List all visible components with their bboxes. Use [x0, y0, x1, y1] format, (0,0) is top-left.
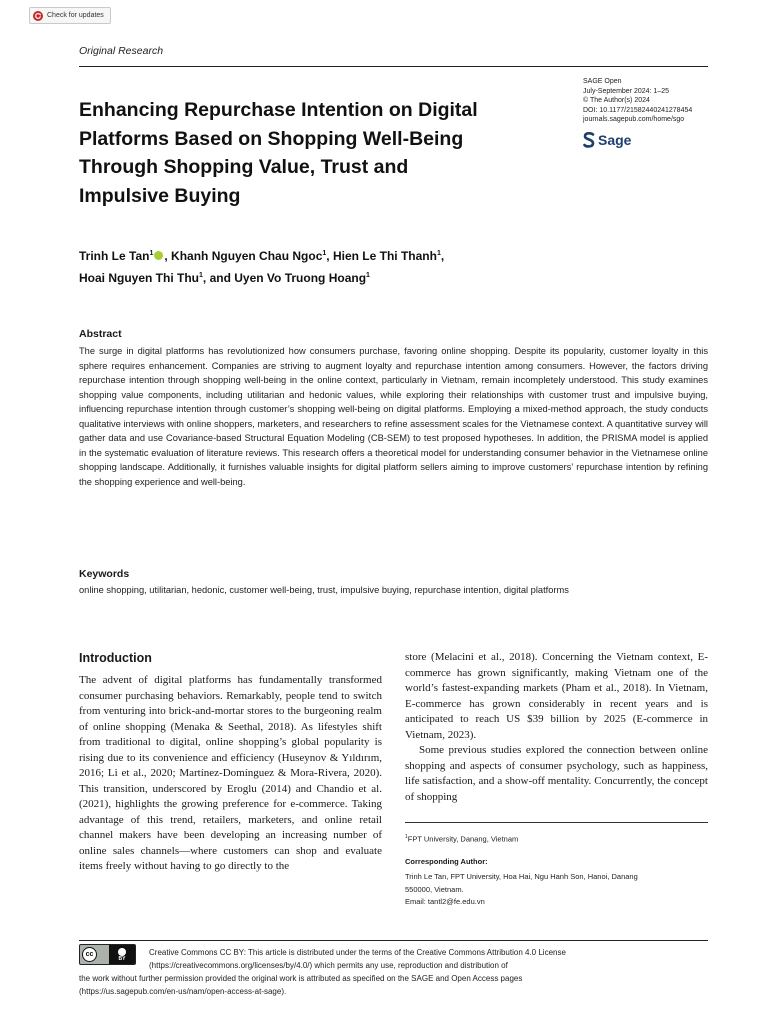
license-divider	[79, 940, 708, 941]
introduction-left-column: The advent of digital platforms has fundamentally transformed consumer purchasing behaviors. Remarkably, people tend to switch from venturing into brick-and-mortar stores to the burgeoning realm of online shopping (Menaka & Seethal, 2018). As lifestyles shift from traditional to digital, online shopping’s global popularity is rising due to its convenience and efficiency (Huseynov & Yıldırım, 2016; Li et al., 2020; Martínez-Domínguez & Mora-Rivera, 2020). This transition, underscored by Eroglu (2014) and Chandio et al. (2021), highlights the growing preference for e-commerce. Taking advantage of this trend, retailers, marketers, and online retail channel makers have been developing an increasing number of online sales channels—where customers can shop and evaluate items freely without having to go directly to the	[79, 674, 382, 872]
corresponding-author-details	[405, 871, 705, 909]
author-name[interactable]: Hien Le Thi Thanh	[332, 249, 437, 263]
license-link[interactable]: (https://creativecommons.org/licenses/by/4.0/) which permits any use, reproduction and distribution of	[149, 961, 508, 970]
license-text	[79, 946, 708, 998]
refresh-icon	[33, 11, 43, 21]
footnote-divider	[405, 822, 708, 823]
journal-name: SAGE Open	[583, 78, 622, 85]
abstract-heading: Abstract	[79, 328, 122, 340]
author-separator: ,	[326, 249, 333, 263]
author-name[interactable]: Khanh Nguyen Chau Ngoc	[171, 249, 323, 263]
author-separator: ,	[164, 249, 172, 263]
creative-commons-icon: cc	[82, 947, 97, 962]
license-line: Creative Commons CC BY: This article is distributed under the terms of the Creative Commons Attribution 4.0 License	[149, 948, 566, 957]
check-for-updates-button[interactable]	[29, 7, 111, 24]
check-for-updates-label: Check for updates	[47, 12, 104, 19]
corresponding-line: 550000, Vietnam.	[405, 884, 464, 894]
introduction-right-paragraph-2: Some previous studies explored the connection between online shopping and aspects of consumer psychology, such as happiness, life satisfaction, and a show-off mentality. Concurrently, the concept of shopping	[405, 744, 708, 803]
corresponding-email[interactable]: Email: tantl2@fe.edu.vn	[405, 897, 485, 906]
author-name[interactable]: Trinh Le Tan	[79, 249, 150, 263]
sage-logo	[583, 131, 631, 149]
journal-copyright: © The Author(s) 2024	[583, 97, 650, 105]
introduction-heading: Introduction	[79, 651, 152, 665]
author-affiliation-sup: 1	[366, 272, 370, 279]
author-list	[79, 244, 639, 288]
by-label: BY	[118, 955, 126, 962]
affiliation-footnote	[405, 834, 518, 844]
orcid-icon[interactable]	[154, 251, 163, 260]
journal-url[interactable]: journals.sagepub.com/home/sgo	[583, 116, 685, 124]
author-affiliation-sup: 1	[322, 250, 327, 257]
article-title: Enhancing Repurchase Intention on Digital Platforms Based on Shopping Well-Being Through Shopping Value, Trust and Impulsive Buying	[79, 99, 478, 207]
license-line: the work without further permission provided the original work is attributed as specified on the SAGE and Open Access pages	[79, 974, 523, 983]
abstract-text: The surge in digital platforms has revolutionized how consumers purchase, favoring online shopping. Despite its popularity, customer loyalty in this sphere requires enhancement. Companies are striving to augment loyalty and repurchase intention among consumers. However, the factors driving repurchase intention through shopping well-being in the online context, particularly in Vietnam, remain incompletely understood. This study examines shopping value components, including utilitarian and hedonic values, while exploring their relationships with customer trust and impulsive buying, influencing repurchase intention through customer’s shopping well-being on digital platforms. Employing a mixed-method approach, the study conducts qualitative interviews with online shoppers, marketers, and researchers to refine assessment scales for the Vietnamese context. A quantitative survey will gather data and use Covariance-based Structural Equation Modeling (CB-SEM) to test proposed hypotheses. In addition, the PRISMA model is applied in the systematic evaluation of literature reviews. This research offers a theoretical model for understanding consumer behavior in the Vietnamese online shopping landscape. Additionally, it furnishes valuable insights for digital platform sellers aiming to improve customers’ repurchase intention by refining the shopping experience and well-being.	[79, 346, 708, 487]
author-affiliation-sup: 1	[199, 272, 203, 279]
keywords-heading: Keywords	[79, 568, 130, 580]
author-name[interactable]: Hoai Nguyen Thi Thu	[79, 271, 199, 285]
section-label: Original Research	[79, 45, 164, 57]
top-divider	[79, 66, 708, 67]
sage-wordmark: Sage	[598, 132, 632, 148]
author-name[interactable]: Uyen Vo Truong Hoang	[234, 271, 367, 285]
author-affiliation-sup: 1	[149, 250, 154, 257]
affiliation-text: FPT University, Danang, Vietnam	[407, 834, 519, 844]
keywords-text: online shopping, utilitarian, hedonic, customer well-being, trust, impulsive buying, repurchase intention, digital platforms	[79, 585, 569, 595]
affiliation-sup: 1	[405, 834, 408, 840]
sage-s-icon	[583, 131, 595, 149]
journal-issue: July-September 2024: 1–25	[583, 87, 669, 95]
introduction-right-paragraph-1: store (Melacini et al., 2018). Concerning the Vietnam context, E-commerce has grown significantly, making Vietnam one of the world’s fastest-expanding markets (Pham et al., 2018). In Vietnam, E-commerce has grown considerably in recent years and is anticipated to reach US $39 billion by 2025 (E-commerce in Vietnam, 2023).	[405, 651, 708, 741]
corresponding-line: Trinh Le Tan, FPT University, Hoa Hai, Ngu Hanh Son, Hanoi, Danang	[405, 872, 638, 881]
author-separator: ,	[440, 249, 445, 263]
license-link[interactable]: (https://us.sagepub.com/en-us/nam/open-access-at-sage).	[79, 987, 287, 996]
journal-doi[interactable]: DOI: 10.1177/21582440241278454	[583, 106, 693, 114]
author-separator: , and	[202, 271, 235, 285]
author-affiliation-sup: 1	[436, 250, 441, 257]
journal-info	[583, 77, 692, 125]
corresponding-author-heading: Corresponding Author:	[405, 857, 488, 866]
